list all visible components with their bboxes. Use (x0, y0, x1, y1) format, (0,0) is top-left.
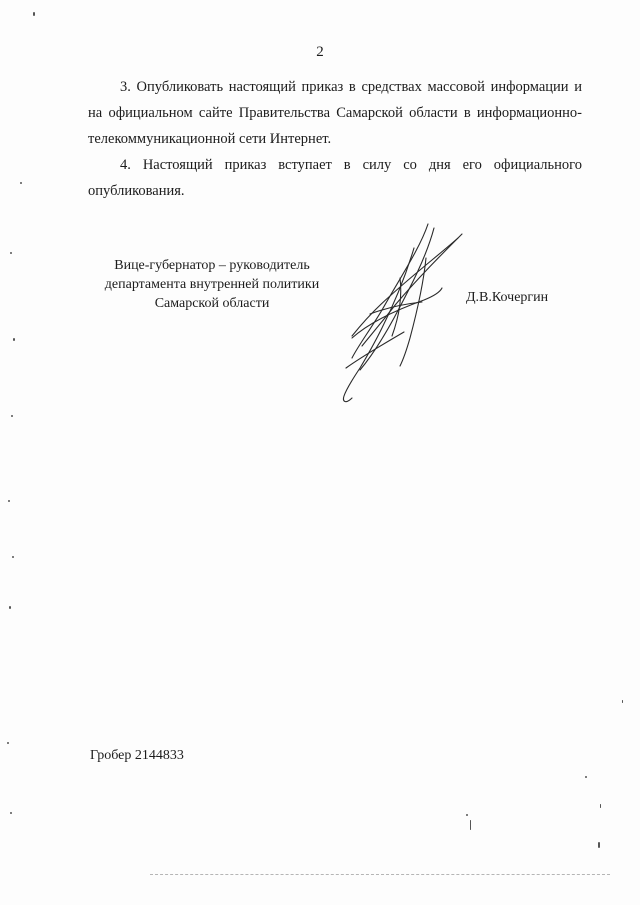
scan-speck (466, 814, 468, 816)
scan-speck (11, 415, 13, 417)
signatory-title-line-2: департамента внутренней политики (104, 277, 320, 292)
signatory-title (92, 256, 332, 313)
scan-speck (600, 804, 601, 808)
scan-speck (585, 776, 587, 778)
scan-speck (12, 556, 14, 558)
scan-speck (20, 182, 22, 184)
scan-speck (10, 812, 12, 814)
scan-speck (470, 820, 471, 830)
signatory-name: Д.В.Кочергин (466, 290, 549, 305)
scan-speck (598, 842, 600, 848)
signatory-title-line-3: Самарской области (154, 296, 270, 311)
paragraph-3: 3. Опубликовать настоящий приказ в средствах массовой информации и на официальном сайте Правительства Самарской области в информационно-телекоммуникационной сети Интернет. (88, 79, 582, 147)
page-number: 2 (316, 44, 324, 60)
scan-speck (8, 500, 10, 502)
signatory-title-line-1: Вице-губернатор – руководитель (114, 258, 310, 273)
paragraph-4: 4. Настоящий приказ вступает в силу со дня его официального опубликования. (88, 157, 582, 199)
executor-reference: Гробер 2144833 (90, 748, 184, 763)
handwritten-signature (330, 218, 470, 414)
scan-speck (9, 606, 11, 609)
scan-speck (7, 742, 9, 744)
scan-speck (33, 12, 35, 16)
scan-bottom-line (150, 874, 610, 875)
scan-speck (622, 700, 623, 703)
scan-speck (13, 338, 15, 341)
scan-speck (10, 252, 12, 254)
